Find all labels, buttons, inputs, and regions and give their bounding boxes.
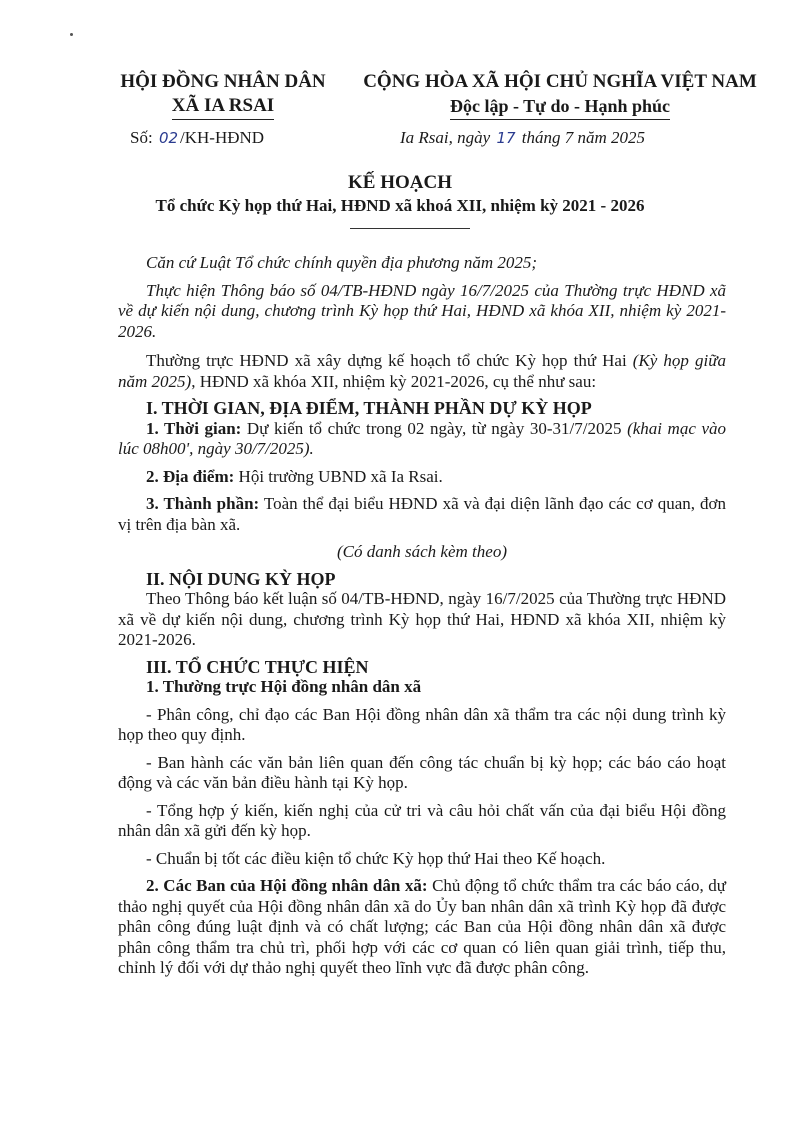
members-paragraph (118, 494, 726, 535)
title-divider (350, 228, 470, 229)
section-3-heading: III. TỔ CHỨC THỰC HIỆN (146, 656, 369, 677)
section-3-sub1: 1. Thường trực Hội đồng nhân dân xã (146, 677, 422, 696)
task-item: - Tổng hợp ý kiến, kiến nghị của cử tri và câu hỏi chất vấn của đại biểu Hội đồng nhân dân xã gửi đến kỳ họp. (118, 800, 726, 840)
org-name-line2: XÃ IA RSAI (172, 94, 274, 120)
task-item: - Phân công, chỉ đạo các Ban Hội đồng nhân dân xã thẩm tra các nội dung trình kỳ họp theo quy định. (118, 704, 726, 744)
section-1-heading: I. THỜI GIAN, ĐỊA ĐIỂM, THÀNH PHẦN DỰ KỲ HỌP (146, 398, 592, 418)
lead-text-b: (Kỳ họp giữa năm 2025) (118, 351, 726, 391)
motto: Độc lập - Tự do - Hạnh phúc (450, 94, 670, 120)
attached-list-note: (Có danh sách kèm theo) (337, 542, 507, 561)
task-item: - Chuẩn bị tốt các điều kiện tổ chức Kỳ họp thứ Hai theo Kế hoạch. (146, 848, 606, 868)
section-2-text: Theo Thông báo kết luận số 04/TB-HĐND, ngày 16/7/2025 của Thường trực HĐND xã về dự kiến nội dung, chương trình Kỳ họp thứ Hai, HĐND xã khóa XII, nhiệm kỳ 2021-2026. (118, 589, 726, 649)
doc-number-suffix: /KH-HĐND (180, 128, 265, 147)
lead-paragraph (118, 351, 726, 392)
place-label: 2. Địa điểm: (146, 466, 235, 486)
place-paragraph (118, 467, 726, 488)
document-title: KẾ HOẠCH (348, 172, 452, 193)
time-note: (khai mạc vào lúc 08h00', ngày 30/7/2025). (118, 418, 726, 458)
date-suffix: tháng 7 năm 2025 (521, 128, 646, 147)
place-date (400, 128, 645, 148)
lead-text-c: , HĐND xã khóa XII, nhiệm kỳ 2021-2026, cụ thể như sau: (191, 371, 597, 391)
section-3-sub2 (118, 876, 726, 979)
time-label: 1. Thời gian: (146, 418, 242, 438)
date-handwritten-day: 17 (496, 129, 516, 147)
time-text: Dự kiến tổ chức trong 02 ngày, từ ngày 30-31/7/2025 (241, 418, 628, 438)
section-2-heading: II. NỘI DUNG KỲ HỌP (146, 568, 336, 589)
document-subtitle: Tổ chức Kỳ họp thứ Hai, HĐND xã khoá XII, nhiệm kỳ 2021 - 2026 (155, 196, 645, 215)
doc-number-handwritten: 02 (158, 129, 179, 147)
sub2-label: 2. Các Ban của Hội đồng nhân dân xã: (146, 876, 428, 895)
org-name-line1: HỘI ĐỒNG NHÂN DÂN (120, 71, 326, 92)
members-text: Toàn thể đại biểu HĐND xã và đại diện lãnh đạo các cơ quan, đơn vị trên địa bàn xã. (118, 494, 727, 534)
lead-text-a: Thường trực HĐND xã xây dựng kế hoạch tổ chức Kỳ họp thứ Hai (146, 351, 633, 370)
document-body (118, 253, 726, 979)
document-number (130, 128, 264, 148)
legal-basis-1: Căn cứ Luật Tổ chức chính quyền địa phương năm 2025; (146, 253, 538, 272)
task-item: - Ban hành các văn bản liên quan đến công tác chuẩn bị kỳ họp; các báo cáo hoạt động và các văn bản điều hành tại Kỳ họp. (118, 752, 726, 792)
legal-basis-2: Thực hiện Thông báo số 04/TB-HĐND ngày 16/7/2025 của Thường trực HĐND xã về dự kiến nội dung, chương trình Kỳ họp thứ Hai, HĐND xã khóa XII, nhiệm kỳ 2021-2026. (118, 280, 726, 341)
members-label: 3. Thành phần: (146, 494, 260, 513)
date-prefix: Ia Rsai, ngày (400, 128, 491, 147)
nation-name: CỘNG HÒA XÃ HỘI CHỦ NGHĨA VIỆT NAM (363, 71, 757, 92)
scan-speck (70, 33, 73, 36)
national-motto (350, 70, 770, 120)
doc-number-prefix: Số: (130, 128, 153, 147)
place-text: Hội trường UBND xã Ia Rsai. (234, 466, 443, 486)
sub2-text: Chủ động tổ chức thẩm tra các báo cáo, dự thảo nghị quyết của Hội đồng nhân dân xã do Ủy ban nhân dân xã trình Kỳ họp đã được phân công đúng luật định và có chất lượng; các Ban của Hội đồng nhân dân xã được phân công thẩm tra chủ trì, phối hợp với các cơ quan có liên quan giải trình, tiếp thu, chỉnh lý đối với dự thảo nghị quyết theo lĩnh vực đã được phân công. (118, 876, 727, 977)
issuing-organization (118, 70, 328, 120)
time-paragraph (118, 419, 726, 460)
